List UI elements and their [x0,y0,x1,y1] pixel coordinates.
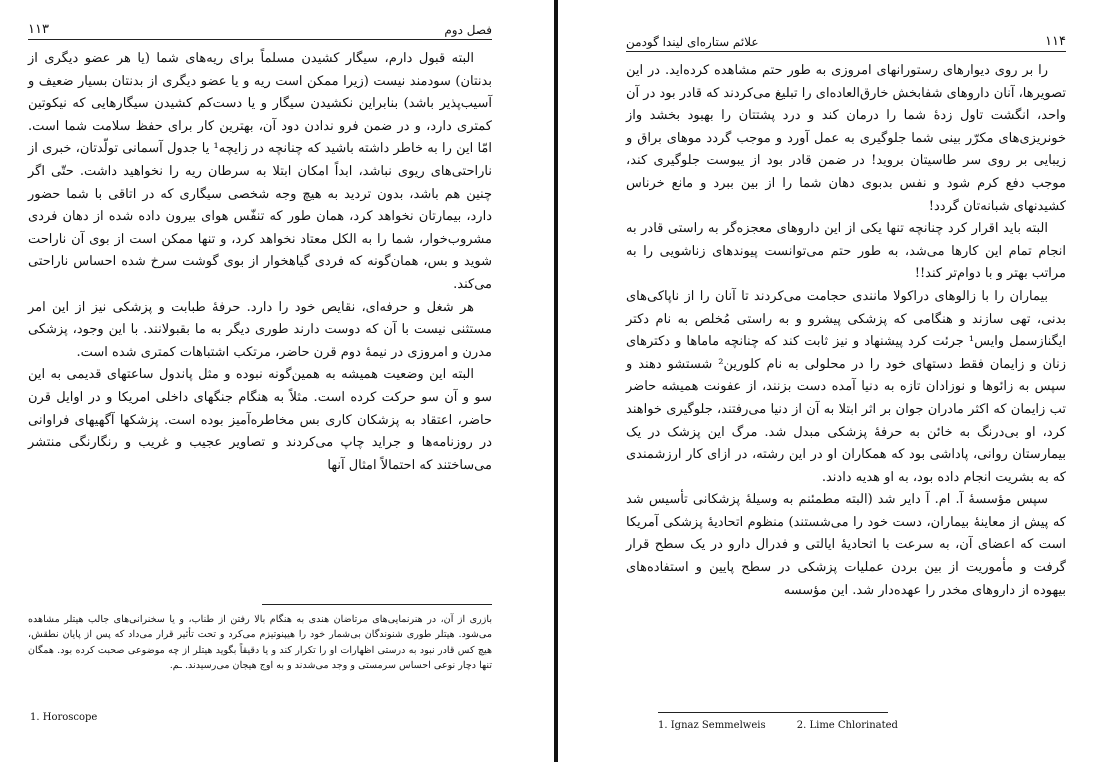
right-body-text [626,60,1066,602]
left-paragraph-1: البته قبول دارم، سیگار کشیدن مسلماً برای ریه‌های شما (یا هر عضو دیگری از بدنتان) سودمند نیست (زیرا ممکن است ریه و یا عضو دیگری از بدنتان بسیار ضعیف و آسیب‌پذیر باشد) بنابراین نکشیدن سیگار و یا دست‌کم کشیدن سیگارهایی که نیکوتین کمتری دارد، و در ضمن فرو ندادن دود آن، بهترین کار برای حفظ سلامت شما است. امّا این را به خاطر داشته باشید که چنانچه در زایچه¹ یا جدول آسمانی تولّدتان، خبری از ناراحتی‌های ریوی نباشد، ابداً امکان ابتلا به سرطان ریه را نخواهید داشت. حتّی اگر چنین هم باشد، بدون تردید به هیچ وجه شخصی سیگاری که در اتاقی با شما حضور دارد، بیمارتان نخواهد کرد، همان طور که تنفّس هوای بیرون داده شده از دهان فردی مشروب‌خوار، شما را به الکل معتاد نخواهد کرد، و تنها ممکن است از بوی آن ناراحت شوید و بس، همان‌گونه که فردی گیاهخوار از بوی گوشت سرخ شده احساس ناراحتی می‌کند. [28,51,492,292]
right-paragraph-3: بیماران را با زالوهای دراکولا مانندی حجامت می‌کردند تا آنان را از ناپاکی‌های بدنی، تهی سازند و هنگامی که پزشکی پیشرو و به راستی مُخلص به نام دکتر ایگنازسمل وایس¹ جرئت کرد پیشنهاد و نیز ثابت کند که چنانچه ماماها و دکترهای زنان و زایمان فقط دستهای خود را در محلولی به نام کلورین² شستشو دهند و سپس به زائوها و نوزادان تازه به دنیا آمده دست بزنند، از عفونت همیشه حاضر تب زایمان که اکثر مادران جوان بر اثر ابتلا به آن از دنیا می‌رفتند، جلوگیری خواهند کرد، او بی‌درنگ به خائن به حرفهٔ پزشکی مبدل شد. مرگ این پزشک در یک بیمارستان روانی، پاداشی بود که همکاران او در این رشته، در ازای کار ارزشمندی که به بشریت انجام داده بود، به او هدیه دادند. [626,288,1067,485]
right-header-title: علائم ستاره‌ای لیندا گودمن [626,35,759,49]
left-footnote-rule [262,604,492,605]
page-gutter [554,0,558,762]
right-footnote-rule [658,712,888,713]
right-page-number: ۱۱۴ [1045,34,1066,49]
right-footnotes-latin [658,720,926,731]
left-footnote-latin-1: 1. Horoscope [30,712,98,723]
right-header-rule [626,51,1066,52]
left-header-rule [28,39,492,40]
right-paragraph-2: البته باید اقرار کرد چنانچه تنها یکی از این داروهای معجزه‌گر به راستی قادر به انجام تمام این کارها می‌شد، به طور حتم می‌توانست پیوندهای زناشویی را به مراتب بهتر و با دوام‌تر کند!! [626,221,1066,282]
left-paragraph-3: البته این وضعیت همیشه به همین‌گونه نبوده و مثل پاندول ساعتهای قدیمی به این سو و آن سو حرکت کرده است. مثلاً به هنگام جنگهای داخلی امریکا و در اوایل قرن حاضر، اعتقاد به پزشکان کاری بس مخاطره‌آمیز بوده است. پزشکها آگهیهای فراوانی در روزنامه‌ها و جراید چاپ می‌کردند و تصاویر عجیب و غریب و رنگارنگی منتشر می‌ساختند که احتمالاً امثال آنها [28,367,492,473]
right-footnote-latin-1: 1. Ignaz Semmelweis [658,720,766,731]
left-paragraph-2: هر شغل و حرفه‌ای، نقایص خود را دارد. حرفهٔ طبابت و پزشکی نیز از این امر مستثنی نیست با آن که دوست دارند طوری دیگر به ما بقبولانند. با این وجود، پزشکی مدرن و امروزی در نیمهٔ دوم قرن حاضر، مرتکب اشتباهات کمتری شده است. [28,299,492,360]
right-page [560,0,1098,762]
right-footnote-latin-2: 2. Lime Chlorinated [796,720,898,731]
right-paragraph-4: سپس مؤسسهٔ آ. ام. آ دایر شد (البته مطمئنم به وسیلهٔ پزشکانی تأسیس شد که پیش از معاینهٔ بیماران، دست خود را می‌شستند) منظوم اتحادیهٔ پزشکی آمریکا است که اعضای آن، به سرعت با اتحادیهٔ ایالتی و فدرال دارو در یک سطح قرار گرفت و مأموریت از بین بردن عملیات پزشکی در سطح پایین و استفاده‌های بیهوده از داروهای مخدر را عهده‌دار شد. این مؤسسه [626,492,1066,598]
left-header-title: فصل دوم [444,23,492,37]
left-page-number: ۱۱۳ [28,22,49,37]
left-footnote-latin [30,712,125,723]
right-running-head [626,34,1066,49]
left-running-head [28,22,492,37]
right-paragraph-1: را بر روی دیوارهای رستورانهای امروزی به طور حتم مشاهده کرده‌اید. در این تصویرها، آنان داروهای شفابخش خارق‌العاده‌ای را تبلیغ می‌کردند که قادر بود در آن واحد، انگشت تاول زدهٔ شما را درمان کند و درد پشتتان را بهبود بخشد واز خونریزی‌های مکرّر بینی شما جلوگیری به عمل آورد و موجب گردد موهای براق و زیبایی بر روی سر طاسیتان بروید! در ضمن قادر بود از یبوست جلوگیری کند، موجب دفع کرم شود و نفس بدبوی دهان شما را از بین ببرد و مانع خرناس کشیدنهای شبانه‌تان گردد! [626,63,1066,214]
left-body-text [28,48,492,477]
left-footnote: بازری از آن، در هنرنمایی‌های مرتاضان هندی به هنگام بالا رفتن از طناب، و یا سخنرانی‌های جالب هیتلر مشاهده می‌شود. هیتلر طوری شنوندگان بی‌شمار خود را هیپنوتیزم می‌کرد و تحت تأثیر قرار می‌داد که پس از پایان نطقش، هیچ کس قادر نبود به درستی اظهارات او را تکرار کند و یا دقیقاً بگوید هیتلر از چه موضوعی صحبت کرده بود. همگان تنها دچار نوعی احساس سرمستی و وجد می‌شدند و به اوج هیجان می‌رسیدند. ـم. [28,614,492,672]
